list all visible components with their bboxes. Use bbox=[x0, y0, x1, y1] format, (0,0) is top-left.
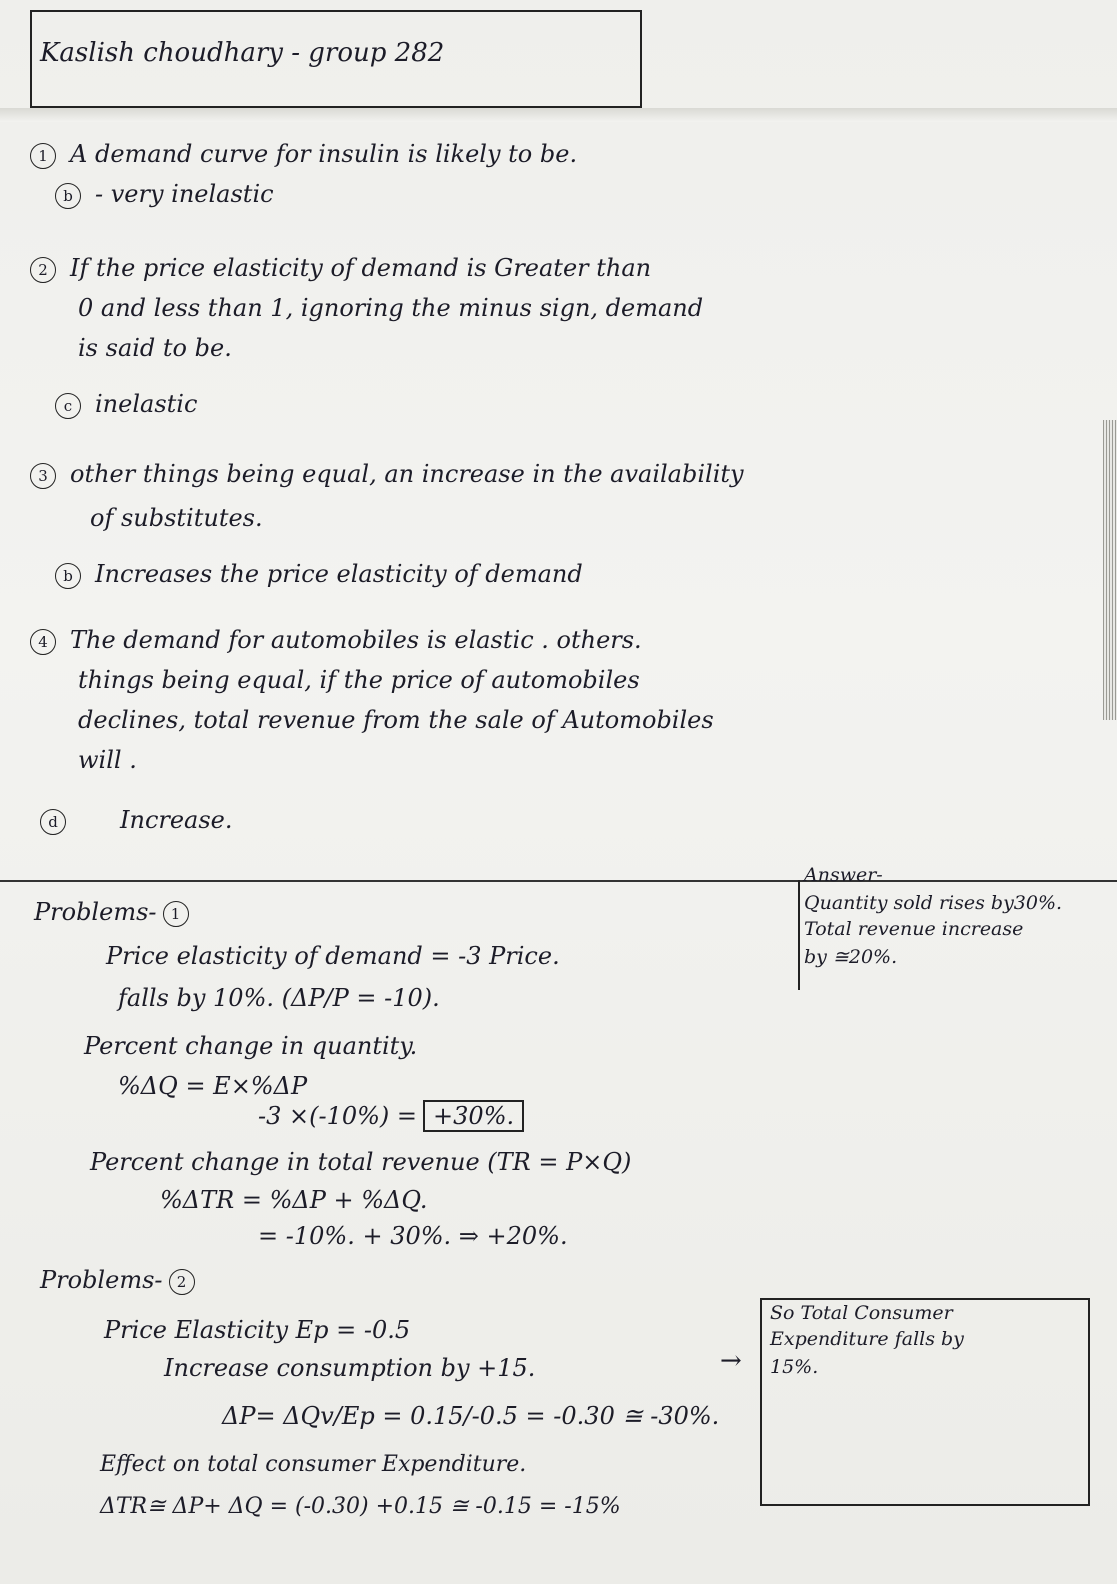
box-line-1: So Total Consumer bbox=[770, 1302, 953, 1324]
option-letter: b bbox=[55, 183, 81, 209]
question-4-line-2: things being equal, if the price of automobiles bbox=[78, 666, 640, 694]
option-letter: b bbox=[55, 563, 81, 589]
problem-1-line-5: -3 ×(-10%) = +30%. bbox=[258, 1100, 524, 1132]
question-4 bbox=[30, 628, 642, 655]
answer-line-3: by ≅20%. bbox=[804, 946, 898, 968]
question-number: 3 bbox=[30, 463, 56, 489]
student-name: Kaslish choudhary - group 282 bbox=[40, 38, 445, 68]
problem-1-line-7: %ΔTR = %ΔP + %ΔQ. bbox=[160, 1186, 428, 1214]
question-text: A demand curve for insulin is likely to be. bbox=[70, 140, 578, 168]
answer-title: Answer- bbox=[804, 864, 883, 886]
question-number: 2 bbox=[30, 257, 56, 283]
answer-1 bbox=[55, 182, 274, 209]
question-2-line-3: is said to be. bbox=[78, 334, 232, 362]
answer-line-1: Quantity sold rises by30%. bbox=[804, 892, 1063, 914]
question-number: 1 bbox=[30, 143, 56, 169]
option-letter: d bbox=[40, 809, 66, 835]
problem-1-heading: Problems- 1 bbox=[34, 900, 203, 927]
binding-edge bbox=[1103, 420, 1117, 720]
question-2 bbox=[30, 256, 651, 283]
answer-text: Increase. bbox=[120, 806, 233, 834]
answer-3 bbox=[55, 562, 583, 589]
arrow-icon: → bbox=[720, 1346, 742, 1376]
problem-1-line-2: falls by 10%. (ΔP/P = -10). bbox=[118, 984, 440, 1012]
problem-2-line-4: Effect on total consumer Expenditure. bbox=[100, 1452, 527, 1477]
answer-4 bbox=[40, 808, 233, 835]
problem-2-line-3: ΔP= ΔQv/Ep = 0.15/-0.5 = -0.30 ≅ -30%. bbox=[222, 1402, 720, 1430]
problem-1-line-1: Price elasticity of demand = -3 Price. bbox=[106, 942, 560, 970]
answer-text: - very inelastic bbox=[95, 180, 274, 208]
problem-1-line-8: = -10%. + 30%. ⇒ +20%. bbox=[258, 1222, 568, 1250]
answer-2 bbox=[55, 392, 197, 419]
problem-number: 2 bbox=[169, 1269, 195, 1295]
answer-text: Increases the price elasticity of demand bbox=[95, 560, 583, 588]
question-4-line-3: declines, total revenue from the sale of Automobiles bbox=[78, 706, 714, 734]
page-edge bbox=[0, 108, 1117, 122]
question-text: other things being equal, an increase in the availability bbox=[70, 460, 744, 488]
question-3 bbox=[30, 462, 744, 489]
question-number: 4 bbox=[30, 629, 56, 655]
box-line-2: Expenditure falls by bbox=[770, 1328, 964, 1350]
problem-2-line-2: Increase consumption by +15. bbox=[164, 1354, 536, 1382]
question-1 bbox=[30, 142, 577, 169]
question-4-line-4: will . bbox=[78, 746, 137, 774]
question-text: If the price elasticity of demand is Greater than bbox=[70, 254, 652, 282]
result-box: +30%. bbox=[423, 1100, 524, 1132]
box-line-3: 15%. bbox=[770, 1356, 819, 1378]
problem-1-line-6: Percent change in total revenue (TR = P×Q) bbox=[90, 1148, 632, 1176]
option-letter: c bbox=[55, 393, 81, 419]
problem-2-line-1: Price Elasticity Ep = -0.5 bbox=[104, 1316, 411, 1344]
question-3-line-2: of substitutes. bbox=[90, 504, 263, 532]
problem-1-line-3: Percent change in quantity. bbox=[84, 1032, 418, 1060]
problem-1-line-4: %ΔQ = E×%ΔP bbox=[118, 1072, 308, 1100]
problem-2-line-5: ΔTR≅ ΔP+ ΔQ = (-0.30) +0.15 ≅ -0.15 = -15% bbox=[100, 1494, 621, 1519]
answer-text: inelastic bbox=[95, 390, 198, 418]
problem-2-heading: Problems- 2 bbox=[40, 1268, 209, 1295]
answer-line-2: Total revenue increase bbox=[804, 918, 1024, 940]
problem-number: 1 bbox=[163, 901, 189, 927]
question-2-line-2: 0 and less than 1, ignoring the minus sign, demand bbox=[78, 294, 704, 322]
question-text: The demand for automobiles is elastic . others. bbox=[70, 626, 642, 654]
